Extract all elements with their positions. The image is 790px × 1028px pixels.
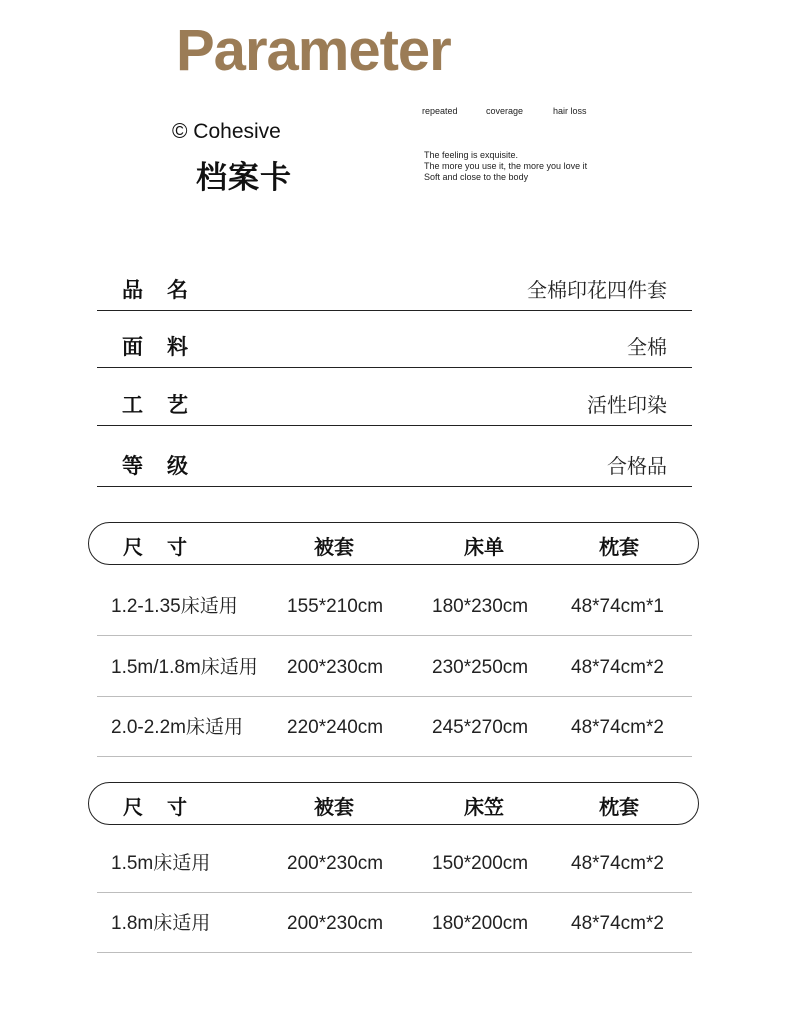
cell-duvet-cover: 155*210cm xyxy=(287,596,384,617)
cell-duvet-cover: 200*230cm xyxy=(287,657,384,678)
cell-fitted-sheet: 150*200cm xyxy=(432,853,529,874)
cell-fitted-sheet: 180*200cm xyxy=(432,913,529,934)
header-pillowcase: 枕套 xyxy=(599,795,639,819)
brand-name: © Cohesive xyxy=(172,120,281,143)
table-row xyxy=(97,696,692,757)
param-value: 合格品 xyxy=(607,454,667,478)
param-value: 全棉印花四件套 xyxy=(527,278,667,302)
tag-repeated: repeated xyxy=(422,106,458,116)
header-size: 尺寸 xyxy=(123,535,211,559)
cell-pillowcase: 48*74cm*2 xyxy=(571,717,664,738)
header-duvet-cover: 被套 xyxy=(314,535,354,559)
table-row xyxy=(97,575,692,636)
cell-size: 1.2-1.35床适用 xyxy=(111,596,238,617)
param-label: 等级 xyxy=(122,454,212,478)
table-row xyxy=(97,832,692,893)
cell-duvet-cover: 200*230cm xyxy=(287,913,384,934)
table-row xyxy=(97,892,692,953)
header-size: 尺寸 xyxy=(123,795,211,819)
cell-size: 1.8m床适用 xyxy=(111,913,211,934)
slogan-line: Soft and close to the body xyxy=(424,172,529,182)
param-row-grade xyxy=(97,446,692,487)
tag-coverage: coverage xyxy=(486,106,524,116)
param-value: 活性印染 xyxy=(587,393,667,417)
table-row xyxy=(97,636,692,697)
slogan-line: The feeling is exquisite. xyxy=(424,150,519,160)
param-label: 工艺 xyxy=(122,393,212,417)
param-label: 品名 xyxy=(122,278,212,302)
header-bed-sheet: 床单 xyxy=(464,535,504,559)
cell-duvet-cover: 200*230cm xyxy=(287,853,384,874)
param-row-fabric xyxy=(97,327,692,368)
page-title: Parameter xyxy=(176,18,451,83)
param-label: 面料 xyxy=(122,335,212,359)
cell-bed-sheet: 180*230cm xyxy=(432,596,529,617)
cell-pillowcase: 48*74cm*2 xyxy=(571,657,664,678)
table1-header xyxy=(88,522,699,565)
slogan-line: The more you use it, the more you love it xyxy=(424,161,588,171)
cell-size: 1.5m床适用 xyxy=(111,853,211,874)
cell-bed-sheet: 245*270cm xyxy=(432,717,529,738)
cell-bed-sheet: 230*250cm xyxy=(432,657,529,678)
card-title: 档案卡 xyxy=(196,160,292,196)
table2-header xyxy=(88,782,699,825)
tag-hair-loss: hair loss xyxy=(553,106,587,116)
cell-pillowcase: 48*74cm*1 xyxy=(571,596,664,617)
slogan xyxy=(424,150,587,183)
cell-duvet-cover: 220*240cm xyxy=(287,717,384,738)
param-row-process xyxy=(97,385,692,426)
param-value: 全棉 xyxy=(627,335,667,359)
header-pillowcase: 枕套 xyxy=(599,535,639,559)
cell-pillowcase: 48*74cm*2 xyxy=(571,913,664,934)
cell-size: 1.5m/1.8m床适用 xyxy=(111,657,258,678)
header-duvet-cover: 被套 xyxy=(314,795,354,819)
cell-pillowcase: 48*74cm*2 xyxy=(571,853,664,874)
header-fitted-sheet: 床笠 xyxy=(464,795,504,819)
cell-size: 2.0-2.2m床适用 xyxy=(111,717,243,738)
param-row-product-name xyxy=(97,270,692,311)
